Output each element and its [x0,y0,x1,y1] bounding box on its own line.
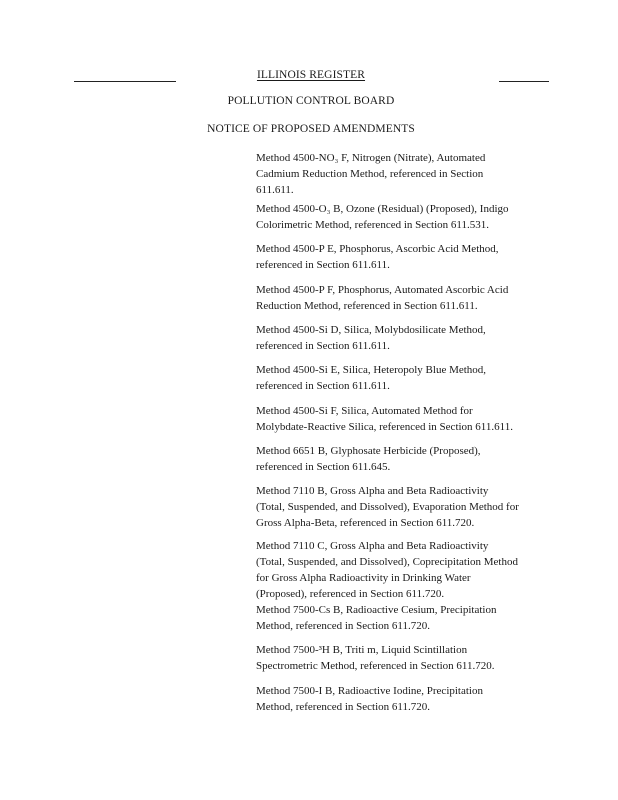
method-item: Method 4500-NO₃ F, Nitrogen (Nitrate), Automated Cadmium Reduction Method, referenced in Section 611.611. [256,152,486,196]
header-rule-right [499,81,549,82]
method-item: Method 4500-Si F, Silica, Automated Method for Molybdate-Reactive Silica, referenced in Section 611.611. [256,405,513,433]
method-item: Method 7110 B, Gross Alpha and Beta Radioactivity (Total, Suspended, and Dissolved), Evaporation Method for Gross Alpha-Beta, referenced in Section 611.720. [256,485,519,529]
method-item: Method 7500-I B, Radioactive Iodine, Precipitation Method, referenced in Section 611.720. [256,685,483,713]
method-item: Method 4500-P F, Phosphorus, Automated Ascorbic Acid Reduction Method, referenced in Section 611.611. [256,284,509,312]
register-title: ILLINOIS REGISTER [256,69,366,81]
header-rule-left [74,81,176,82]
method-item: Method 7500-Cs B, Radioactive Cesium, Precipitation Method, referenced in Section 611.720. [256,604,497,632]
notice-title: NOTICE OF PROPOSED AMENDMENTS [207,123,415,135]
method-item: Method 7110 C, Gross Alpha and Beta Radioactivity (Total, Suspended, and Dissolved), Coprecipitation Method for Gross Alpha Radioactivity in Drinking Water (Proposed), referenced in Section 611.720. [256,540,518,600]
board-title: POLLUTION CONTROL BOARD [227,95,395,107]
method-item: Method 6651 B, Glyphosate Herbicide (Proposed), referenced in Section 611.645. [256,445,481,473]
method-item: Method 7500-³H B, Triti m, Liquid Scintillation Spectrometric Method, referenced in Section 611.720. [256,644,495,672]
method-item: Method 4500-Si D, Silica, Molybdosilicate Method, referenced in Section 611.611. [256,324,486,352]
method-item: Method 4500-O₃ B, Ozone (Residual) (Proposed), Indigo Colorimetric Method, referenced in Section 611.531. [256,203,509,231]
method-item: Method 4500-P E, Phosphorus, Ascorbic Acid Method, referenced in Section 611.611. [256,243,499,271]
method-item: Method 4500-Si E, Silica, Heteropoly Blue Method, referenced in Section 611.611. [256,364,487,392]
